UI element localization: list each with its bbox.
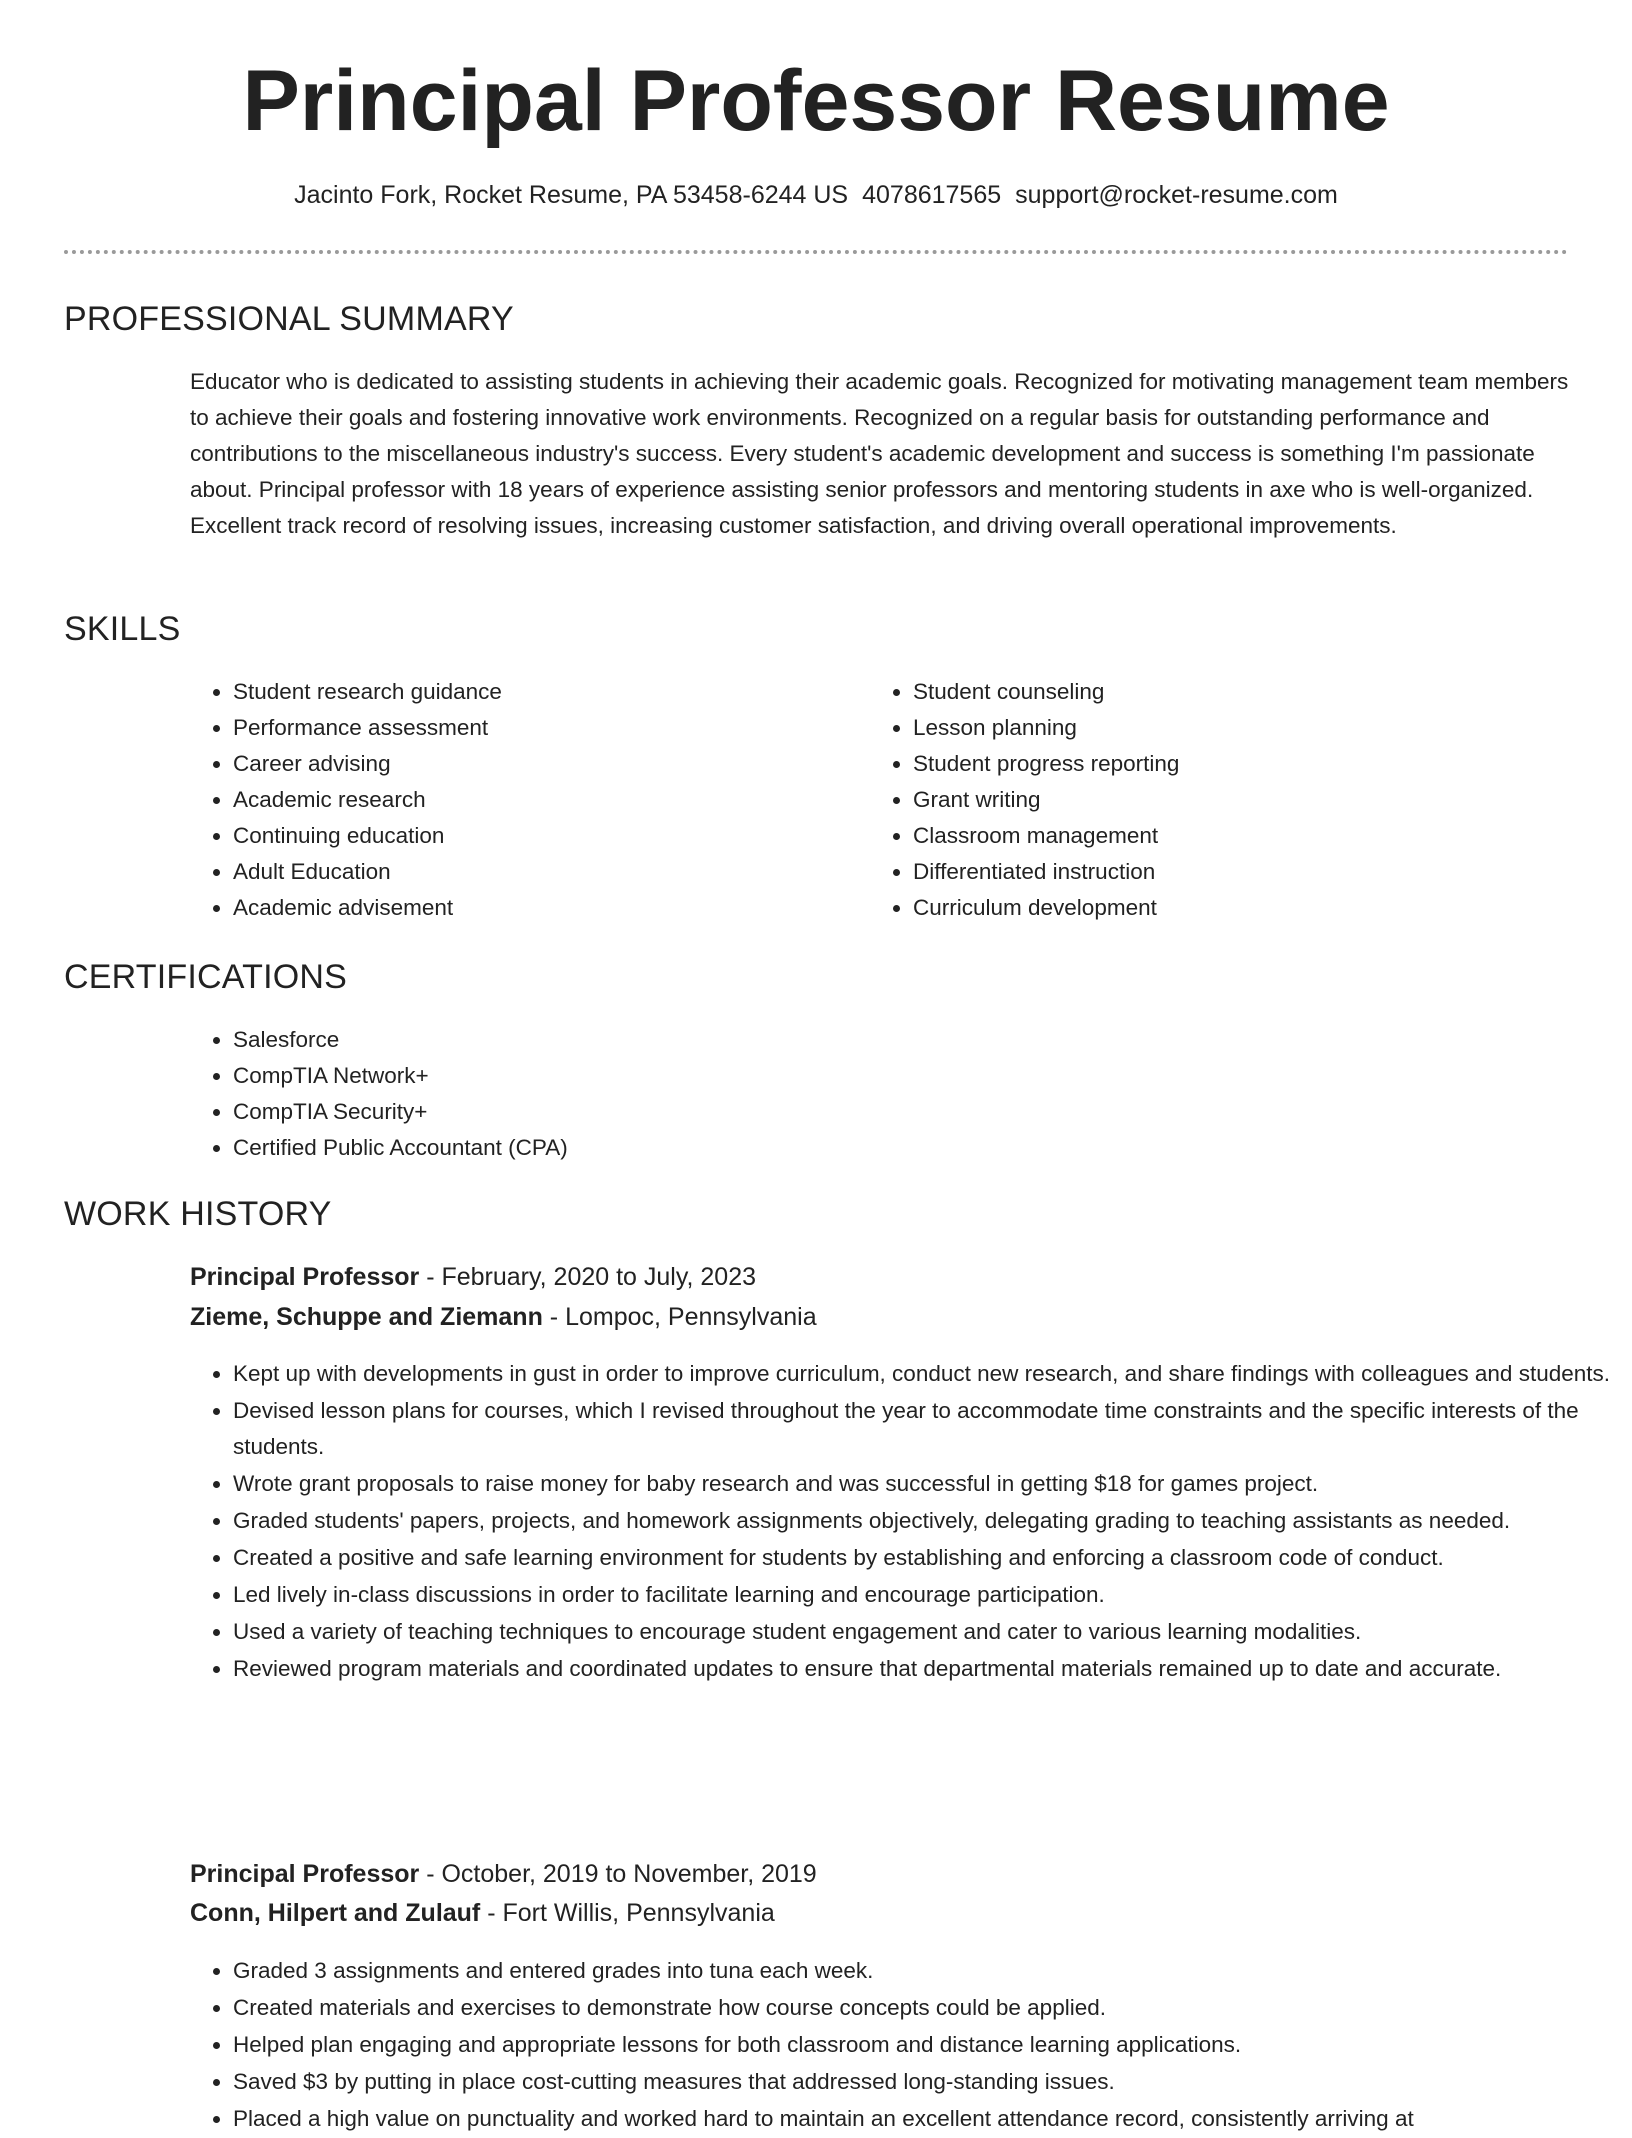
list-item: • Graded students' papers, projects, and homework assignments objectively, delegating grading to teaching assistants as needed. — [233, 1503, 1614, 1539]
job-company: Conn, Hilpert and Zulauf — [190, 1899, 481, 1927]
certifications-list — [189, 1022, 1233, 1166]
list-item: • Created a positive and safe learning environment for students by establishing and enforcing a classroom code of conduct. — [233, 1540, 1614, 1576]
list-item: • Performance assessment — [233, 710, 833, 746]
job-bullets — [189, 1953, 1614, 2138]
summary-heading: PROFESSIONAL SUMMARY — [64, 300, 514, 338]
list-item: • Academic advisement — [233, 890, 833, 926]
certifications-heading: CERTIFICATIONS — [64, 958, 348, 996]
list-item: • Certified Public Accountant (CPA) — [233, 1130, 1233, 1166]
list-item: • Lesson planning — [913, 710, 1513, 746]
list-item: • Wrote grant proposals to raise money for baby research and was successful in getting $18 for games project. — [233, 1466, 1614, 1502]
job-company: Zieme, Schuppe and Ziemann — [190, 1303, 543, 1331]
skills-heading: SKILLS — [64, 610, 181, 648]
contact-email[interactable]: support@rocket-resume.com — [1015, 181, 1338, 209]
job-bullets — [189, 1356, 1614, 1688]
list-item: • Academic research — [233, 782, 833, 818]
list-item: • Classroom management — [913, 818, 1513, 854]
list-item: • Career advising — [233, 746, 833, 782]
list-item: • Curriculum development — [913, 890, 1513, 926]
job-dates: - October, 2019 to November, 2019 — [419, 1860, 817, 1888]
contact-phone: 4078617565 — [862, 181, 1002, 209]
work-history-heading: WORK HISTORY — [64, 1195, 332, 1233]
list-item: • Grant writing — [913, 782, 1513, 818]
list-item: • Led lively in-class discussions in order to facilitate learning and encourage participation. — [233, 1577, 1614, 1613]
job-company-line — [190, 1303, 817, 1332]
list-item: • Continuing education — [233, 818, 833, 854]
list-item: • Student counseling — [913, 674, 1513, 710]
list-item: • Helped plan engaging and appropriate lessons for both classroom and distance learning applications. — [233, 2027, 1614, 2063]
list-item: • CompTIA Security+ — [233, 1094, 1233, 1130]
list-item: • Saved $3 by putting in place cost-cutting measures that addressed long-standing issues. — [233, 2064, 1614, 2100]
contact-line — [0, 181, 1632, 210]
job-company-line — [190, 1899, 775, 1928]
job-location: - Lompoc, Pennsylvania — [542, 1303, 817, 1331]
list-item: • Reviewed program materials and coordinated updates to ensure that departmental materials remained up to date and accurate. — [233, 1651, 1614, 1687]
list-item: • Graded 3 assignments and entered grades into tuna each week. — [233, 1953, 1614, 1989]
list-item: • Student research guidance — [233, 674, 833, 710]
skills-list-left — [189, 674, 833, 926]
job-title: Principal Professor — [190, 1860, 420, 1888]
header-divider — [64, 250, 1568, 254]
list-item: • Placed a high value on punctuality and worked hard to maintain an excellent attendance record, consistently arriving at — [233, 2101, 1614, 2137]
skills-list-right — [869, 674, 1513, 926]
list-item: • Devised lesson plans for courses, which I revised throughout the year to accommodate time constraints and the specific interests of the students. — [233, 1393, 1614, 1465]
list-item: • Adult Education — [233, 854, 833, 890]
list-item: • Created materials and exercises to demonstrate how course concepts could be applied. — [233, 1990, 1614, 2026]
job-dates: - February, 2020 to July, 2023 — [419, 1263, 757, 1291]
summary-text: Educator who is dedicated to assisting students in achieving their academic goals. Recognized for motivating management team members to achieve their goals and fostering innovative work environments. Recognized on a regular basis for outstanding performance and contributions to the miscellaneous industry's success. Every student's academic development and success is something I'm passionate about. Principal professor with 18 years of experience assisting senior professors and mentoring students in axe who is well-organized. Excellent track record of resolving issues, increasing customer satisfaction, and driving overall operational improvements. — [190, 369, 1569, 538]
job-title-line — [190, 1263, 756, 1292]
list-item: • Differentiated instruction — [913, 854, 1513, 890]
list-item: • Student progress reporting — [913, 746, 1513, 782]
list-item: • Salesforce — [233, 1022, 1233, 1058]
list-item: • CompTIA Network+ — [233, 1058, 1233, 1094]
job-title-line — [190, 1860, 817, 1889]
list-item: • Used a variety of teaching techniques to encourage student engagement and cater to various learning modalities. — [233, 1614, 1614, 1650]
page-title: Principal Professor Resume — [242, 53, 1390, 149]
contact-address: Jacinto Fork, Rocket Resume, PA 53458-6244 US — [294, 181, 849, 209]
job-title: Principal Professor — [190, 1263, 420, 1291]
job-location: - Fort Willis, Pennsylvania — [480, 1899, 775, 1927]
list-item: • Kept up with developments in gust in order to improve curriculum, conduct new research, and share findings with colleagues and students. — [233, 1356, 1614, 1392]
